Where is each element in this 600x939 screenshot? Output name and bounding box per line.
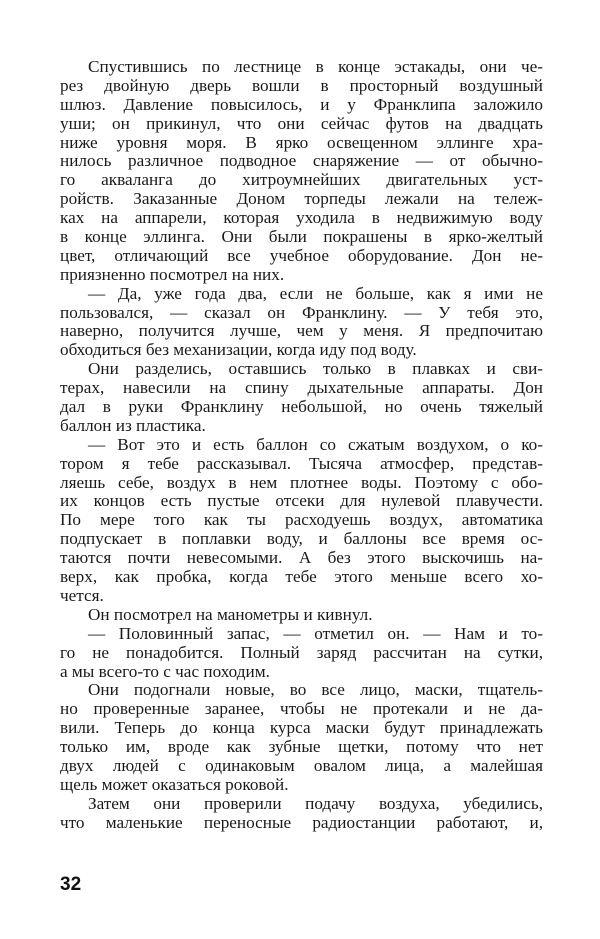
text-line: го акваланга до хитроумнейших двигательных уст- (60, 170, 543, 190)
paragraph (60, 285, 543, 361)
text-line: Он посмотрел на манометры и кивнул. (88, 604, 373, 624)
text-line: По мере того как ты расходуешь воздух, автоматика (60, 510, 543, 530)
text-line: щель может оказаться роковой. (60, 774, 289, 794)
text-line: шлюз. Давление повысилось, и у Франклипа заложило (60, 94, 543, 114)
text-line: их концов есть пустые отсеки для нулевой плавучести. (60, 491, 543, 511)
paragraph (60, 625, 543, 682)
paragraph (60, 436, 543, 606)
text-line: ках на аппарели, которая уходила в недвижимую воду (60, 208, 543, 228)
text-line: Они подогнали новые, во все лицо, маски, тщатель- (88, 680, 543, 700)
paragraph (60, 360, 543, 436)
text-line: подпускает в поплавки воду, и баллоны все время ос- (60, 529, 543, 549)
text-line: — Половинный запас, — отметил он. — Нам и то- (88, 623, 543, 643)
text-line: двух людей с одинаковым овалом лица, а малейшая (60, 755, 543, 775)
text-line: го не понадобится. Полный заряд рассчитан на сутки, (60, 642, 543, 662)
text-line: баллон из пластика. (60, 415, 206, 435)
text-line: тором я тебе рассказывал. Тысяча атмосфер, представ- (60, 453, 543, 473)
paragraph (60, 795, 543, 833)
text-line: рез двойную дверь вошли в просторный воздушный (60, 75, 543, 95)
text-line: что маленькие переносные радиостанции работают, и, (60, 812, 543, 832)
text-line: только им, вроде как зубные щетки, потому что нет (60, 737, 543, 757)
text-line: приязненно посмотрел на них. (60, 264, 285, 284)
text-line: в конце эллинга. Они были покрашены в ярко-желтый (60, 227, 543, 247)
text-line: наверно, получится лучше, чем у меня. Я предпочитаю (60, 321, 543, 341)
text-line: — Вот это и есть баллон со сжатым воздухом, о ко- (88, 434, 543, 454)
text-line: нилось различное подводное снаряжение — от обычно- (60, 151, 543, 171)
text-line: — Да, уже года два, если не больше, как я ими не (88, 283, 543, 303)
text-line: вили. Теперь до конца курса маски будут принадлежать (60, 718, 543, 738)
page-body-text (60, 58, 543, 833)
text-line: верх, как пробка, когда тебе этого меньше всего хо- (60, 567, 543, 587)
text-line: Затем они проверили подачу воздуха, убедились, (88, 793, 543, 813)
text-line: Спустившись по лестнице в конце эстакады, они че- (88, 57, 543, 76)
text-line: а мы всего-то с час походим. (60, 661, 270, 681)
paragraph (60, 58, 543, 285)
text-line: но проверенные заранее, чтобы не протекали и не да- (60, 699, 543, 719)
text-line: уши; он прикинул, что они сейчас футов на двадцать (60, 113, 543, 133)
paragraph (60, 606, 543, 625)
text-line: пользовался, — сказал он Франклину. — У тебя это, (60, 302, 543, 322)
text-line: ниже уровня моря. В ярко освещенном эллинге хра- (60, 132, 543, 152)
text-line: ройств. Заказанные Доном торпеды лежали на тележ- (60, 189, 543, 209)
paragraph (60, 681, 543, 794)
text-line: таются почти невесомыми. А без этого выскочишь на- (60, 548, 543, 568)
text-line: обходиться без механизации, когда иду под воду. (60, 340, 417, 360)
text-line: терах, навесили на спину дыхательные аппараты. Дон (60, 378, 543, 398)
text-line: цвет, отличающий все учебное оборудование. Дон не- (60, 245, 543, 265)
page-number: 32 (60, 874, 82, 895)
text-line: дал в руки Франклину небольшой, но очень тяжелый (60, 397, 543, 417)
text-line: Они разделись, оставшись только в плавках и сви- (88, 359, 543, 379)
text-line: чется. (60, 585, 104, 605)
text-line: ляешь себе, воздух в нем плотнее воды. Поэтому с обо- (60, 472, 543, 492)
